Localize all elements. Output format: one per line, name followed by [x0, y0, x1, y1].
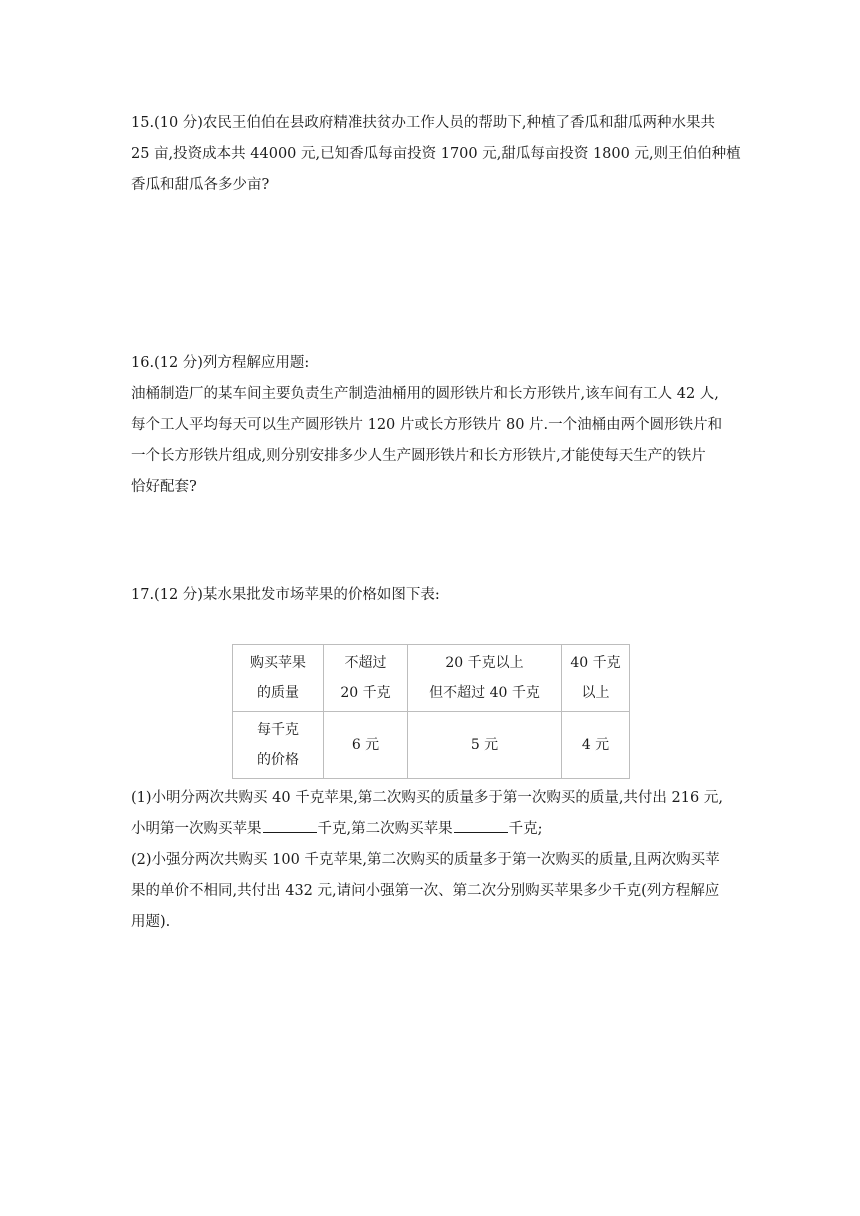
q17-intro: 17.(12 分)某水果批发市场苹果的价格如图下表: — [131, 587, 440, 603]
table-row — [233, 645, 630, 712]
cell-text: 不超过 — [344, 655, 387, 671]
q15-line: 香瓜和甜瓜各多少亩? — [131, 177, 270, 193]
cell-text: 5 元 — [470, 737, 499, 753]
q15-line: 15.(10 分)农民王伯伯在县政府精准扶贫办工作人员的帮助下,种植了香瓜和甜瓜两种水果共 — [131, 115, 716, 131]
q16-line: 一个长方形铁片组成,则分别安排多少人生产圆形铁片和长方形铁片,才能使每天生产的铁片 — [131, 448, 706, 464]
q16-line: 油桶制造厂的某车间主要负责生产制造油桶用的圆形铁片和长方形铁片,该车间有工人 42 人, — [131, 386, 719, 402]
part1-text: 千克; — [508, 821, 543, 837]
table-cell — [233, 645, 324, 712]
table-cell — [562, 645, 630, 712]
answer-blank-2[interactable] — [454, 816, 508, 833]
part1-text: 千克,第二次购买苹果 — [317, 821, 453, 837]
cell-text: 但不超过 40 千克 — [429, 685, 540, 701]
table-cell — [408, 712, 562, 779]
cell-text: 每千克 — [257, 722, 299, 738]
cell-text: 4 元 — [581, 737, 610, 753]
cell-text: 以上 — [581, 685, 610, 701]
question-17 — [131, 580, 741, 611]
answer-blank-1[interactable] — [263, 816, 317, 833]
table-row — [233, 712, 630, 779]
q16-line: 16.(12 分)列方程解应用题: — [131, 355, 310, 371]
cell-text: 6 元 — [351, 737, 380, 753]
part2-line: 用题). — [131, 914, 171, 930]
question-17-parts — [131, 783, 741, 938]
cell-text: 20 千克以上 — [445, 655, 524, 671]
part1-fill-line — [131, 814, 741, 845]
cell-text: 的质量 — [257, 685, 299, 701]
part2-line: 果的单价不相同,共付出 432 元,请问小强第一次、第二次分别购买苹果多少千克(列方程解应 — [131, 883, 720, 899]
question-16 — [131, 348, 741, 503]
cell-text: 购买苹果 — [250, 655, 306, 671]
table-cell — [324, 645, 408, 712]
question-15 — [131, 108, 741, 201]
part1-line: (1)小明分两次共购买 40 千克苹果,第二次购买的质量多于第一次购买的质量,共付出 216 元, — [131, 790, 723, 806]
cell-text: 20 千克 — [340, 685, 391, 701]
q16-line: 恰好配套? — [131, 479, 197, 495]
part1-text: 小明第一次购买苹果 — [131, 821, 262, 837]
q15-line: 25 亩,投资成本共 44000 元,已知香瓜每亩投资 1700 元,甜瓜每亩投资 1800 元,则王伯伯种植 — [131, 146, 741, 162]
cell-text: 40 千克 — [570, 655, 621, 671]
table-cell — [233, 712, 324, 779]
table-cell — [408, 645, 562, 712]
cell-text: 的价格 — [257, 752, 299, 768]
table-cell — [562, 712, 630, 779]
q16-line: 每个工人平均每天可以生产圆形铁片 120 片或长方形铁片 80 片.一个油桶由两个圆形铁片和 — [131, 417, 723, 433]
table-cell — [324, 712, 408, 779]
part2-line: (2)小强分两次共购买 100 千克苹果,第二次购买的质量多于第一次购买的质量,且两次购买苹 — [131, 852, 720, 868]
apple-price-table — [232, 644, 630, 779]
